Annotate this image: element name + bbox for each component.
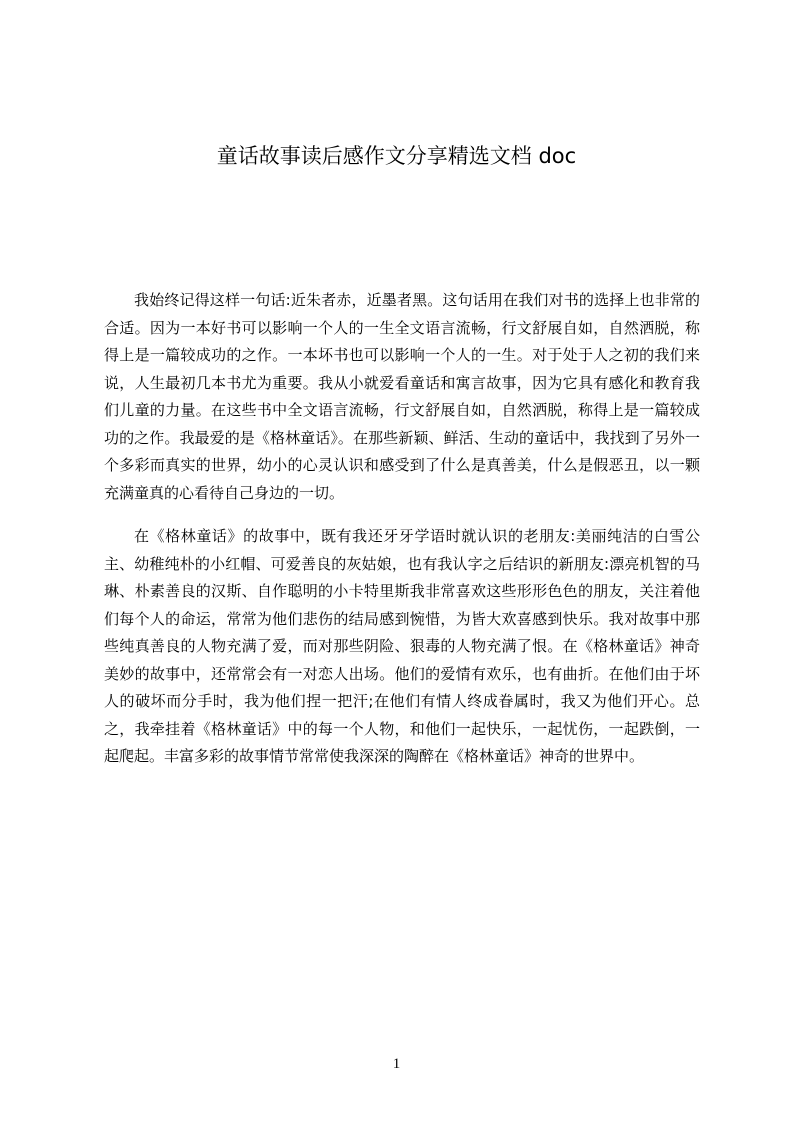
paragraph-1: 我始终记得这样一句话:近朱者赤，近墨者黑。这句话用在我们对书的选择上也非常的合适。因为一本好书可以影响一个人的一生全文语言流畅，行文舒展自如，自然洒脱，称得上是一篇较成功的之作。一本坏书也可以影响一个人的一生。对于处于人之初的我们来说，人生最初几本书尤为重要。我从小就爱看童话和寓言故事，因为它具有感化和教育我们儿童的力量。在这些书中全文语言流畅，行文舒展自如，自然洒脱，称得上是一篇较成功的之作。我最爱的是《格林童话》。在那些新颖、鲜活、生动的童话中，我找到了另外一个多彩而真实的世界，幼小的心灵认识和感受到了什么是真善美，什么是假恶丑，以一颗充满童真的心看待自己身边的一切。	[104, 291, 700, 502]
paragraph-2: 在《格林童话》的故事中，既有我还牙牙学语时就认识的老朋友:美丽纯洁的白雪公主、幼稚纯朴的小红帽、可爱善良的灰姑娘，也有我认字之后结识的新朋友:漂亮机智的马琳、朴素善良的汉斯、自作聪明的小卡特里斯我非常喜欢这些形形色色的朋友，关注着他们每个人的命运，常常为他们悲伤的结局感到惋惜，为皆大欢喜感到快乐。我对故事中那些纯真善良的人物充满了爱，而对那些阴险、狠毒的人物充满了恨。在《格林童话》神奇美妙的故事中，还常常会有一对恋人出场。他们的爱情有欢乐，也有曲折。在他们由于坏人的破坏而分手时，我为他们捏一把汗;在他们有情人终成眷属时，我又为他们开心。总之，我牵挂着《格林童话》中的每一个人物，和他们一起快乐，一起忧伤，一起跌倒，一起爬起。丰富多彩的故事情节常常使我深深的陶醉在《格林童话》神奇的世界中。	[104, 527, 700, 765]
page-number: 1	[392, 1056, 401, 1072]
page-title: 童话故事读后感作文分享精选文档 doc	[216, 144, 577, 168]
